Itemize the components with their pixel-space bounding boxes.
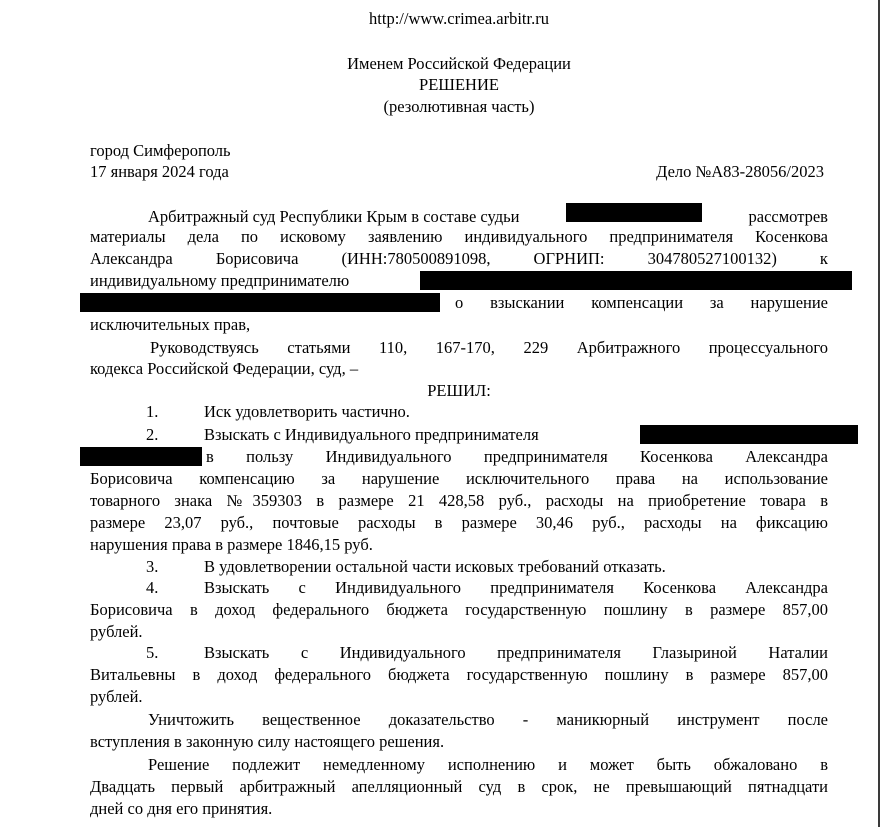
decided-heading: РЕШИЛ: [427, 381, 491, 400]
plaintiff-ogrnip: 304780527100132) [647, 249, 777, 268]
defendant-label: индивидуальному предпринимателю [90, 271, 350, 290]
redacted-defendant-name-part1 [420, 271, 852, 290]
redacted-defendant-name-4 [80, 447, 202, 466]
intro-word: Александра [90, 249, 173, 268]
item-number: 1. [146, 402, 159, 421]
item-number: 5. [146, 643, 159, 662]
redacted-defendant-name-3 [640, 425, 858, 444]
intro-line-5: о взыскании компенсации за нарушение [455, 293, 828, 312]
name-of-federation: Именем Российской Федерации [347, 54, 571, 73]
intro-line-3 [90, 248, 828, 270]
item-5-line-1 [90, 642, 828, 664]
item-4-line-3: рублей. [90, 622, 143, 641]
item-text: В удовлетворении остальной части исковых требований отказать. [204, 557, 666, 576]
intro-word: Борисовича [215, 249, 299, 268]
item-2-line-5: размере 23,07 руб., почтовые расходы в размере 30,46 руб., расходы на фиксацию [90, 513, 828, 532]
item-text-value: Взыскать с Индивидуального предпринимателя [204, 425, 539, 444]
intro-court-composition: Арбитражный суд Республики Крым в составе судьи [148, 207, 520, 226]
item-text: Иск удовлетворить частично. [204, 402, 410, 421]
item-text: Взыскать с Индивидуального предпринимателя Косенкова Александра [204, 578, 828, 597]
item-2-line-3: Борисовича компенсацию за нарушение исключительного права на использование [90, 469, 828, 488]
plaintiff-inn: (ИНН:780500891098, [341, 249, 491, 268]
date-case-line [90, 161, 824, 183]
appeal-line-2: Двадцать первый арбитражный апелляционный суд в срок, не превышающий пятнадцати [90, 777, 828, 796]
item-number-value: 2. [146, 425, 159, 444]
item-text [204, 424, 628, 446]
court-url: http://www.crimea.arbitr.ru [369, 9, 549, 28]
intro-line-1 [148, 203, 828, 228]
item-2-line-6: нарушения права в размере 1846,15 руб. [90, 535, 373, 554]
intro-word: к [819, 249, 828, 268]
item-4-line-1 [90, 577, 828, 599]
intro-line-6: исключительных прав, [90, 315, 251, 334]
item-4-line-2: Борисовича в доход федерального бюджета государственную пошлину в размере 857,00 [90, 600, 828, 619]
city-line: город Симферополь [90, 141, 231, 160]
item-number: 4. [146, 578, 159, 597]
redacted-defendant-name-part2 [80, 293, 440, 312]
guided-line-1: Руководствуясь статьями 110, 167-170, 229 Арбитражного процессуального [150, 338, 828, 357]
decision-date: 17 января 2024 года [90, 162, 229, 181]
item-2-line-4: товарного знака №359303 в размере 21 428,58 руб., расходы на приобретение товара в [90, 491, 828, 510]
destroy-line-1: Уничтожить вещественное доказательство - маникюрный инструмент после [148, 710, 828, 729]
document-subtitle: (резолютивная часть) [383, 97, 535, 116]
item-2-line-1 [90, 424, 628, 446]
intro-considered: рассмотрев [748, 207, 828, 226]
redacted-judge-name [566, 203, 702, 222]
destroy-line-2: вступления в законную силу настоящего решения. [90, 732, 445, 751]
item-number [90, 424, 204, 446]
appeal-line-1: Решение подлежит немедленному исполнению и может быть обжаловано в [148, 755, 828, 774]
item-number: 3. [146, 557, 159, 576]
guided-line-2: кодекса Российской Федерации, суд, – [90, 359, 359, 378]
item-text: Взыскать с Индивидуального предпринимателя Глазыриной Наталии [204, 643, 828, 662]
page-edge-divider [878, 0, 880, 827]
case-number: Дело №А83-28056/2023 [656, 162, 824, 181]
item-5-line-3: рублей. [90, 687, 143, 706]
intro-word: ОГРНИП: [533, 249, 605, 268]
appeal-line-3: дней со дня его принятия. [90, 799, 273, 818]
intro-line-2: материалы дела по исковому заявлению индивидуального предпринимателя Косенкова [90, 227, 828, 246]
item-5-line-2: Витальевны в доход федерального бюджета государственную пошлину в размере 857,00 [90, 665, 828, 684]
document-title: РЕШЕНИЕ [419, 75, 499, 94]
item-3 [90, 556, 828, 578]
item-2-line-2: в пользу Индивидуального предпринимателя Косенкова Александра [206, 447, 828, 466]
item-1 [90, 401, 828, 423]
